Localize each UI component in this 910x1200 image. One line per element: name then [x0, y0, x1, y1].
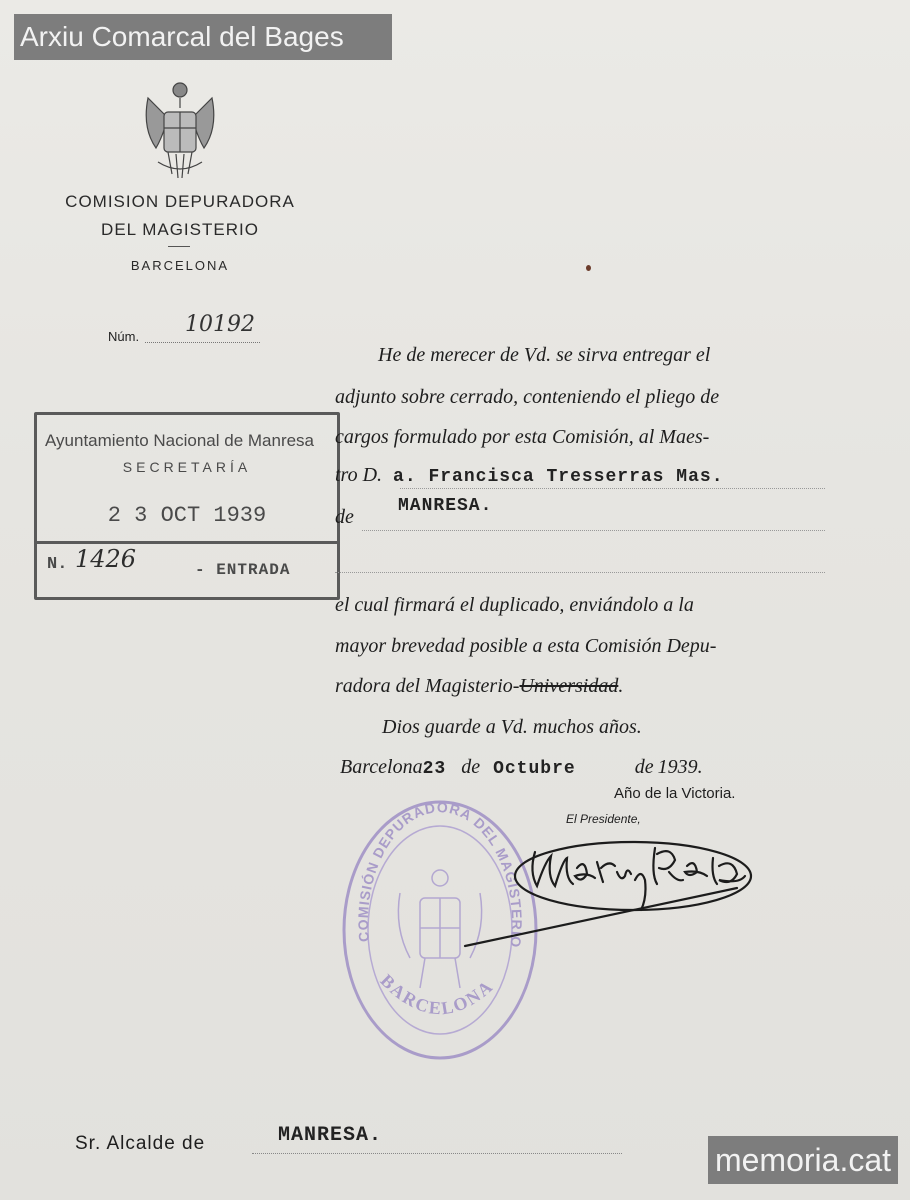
stamp-date: 2 3 OCT 1939 — [107, 503, 267, 528]
signatory-title: El Presidente, — [566, 812, 641, 826]
teacher-town: MANRESA. — [398, 496, 493, 516]
president-signature — [455, 828, 755, 948]
eagle-emblem-icon — [138, 78, 222, 182]
stamp-divider — [37, 541, 337, 544]
recipient-dotted-line — [252, 1153, 622, 1154]
body-line-7: mayor brevedad posible a esta Comisión Depu- — [335, 635, 717, 657]
site-watermark: memoria.cat — [708, 1136, 898, 1184]
letterhead-line2: DEL MAGISTERIO — [101, 220, 259, 239]
date-city: Barcelona — [340, 756, 423, 778]
body-line-6: el cual firmará el duplicado, enviándolo a la — [335, 594, 694, 616]
body-line-4 — [335, 464, 830, 487]
magisterio-text: radora del Magisterio- — [335, 675, 520, 697]
body-line-3: cargos formulado por esta Comisión, al Maes- — [335, 426, 710, 448]
line8-suffix: . — [618, 675, 624, 697]
date-line — [340, 756, 835, 779]
registry-stamp — [34, 412, 340, 600]
recipient-value: MANRESA. — [278, 1124, 383, 1147]
reference-dotted-line — [145, 342, 260, 343]
town-dotted-line — [362, 530, 825, 531]
seal-text: COMISIÓN DEPURADORA DEL MAGISTERIO — [354, 799, 526, 950]
seal-city: BARCELONA — [376, 970, 498, 1019]
stamp-number-prefix: N. — [47, 555, 68, 574]
body-line-1: He de merecer de Vd. se sirva entregar el — [378, 344, 711, 366]
stamp-department: SECRETARÍA — [122, 459, 252, 475]
date-de-2: de — [634, 756, 654, 778]
date-de-1: de — [461, 756, 481, 778]
body-line-8 — [335, 675, 830, 698]
town-prefix: de — [335, 506, 354, 528]
stamp-office: Ayuntamiento Nacional de Manresa — [45, 431, 315, 450]
struck-universidad: Universidad — [519, 675, 619, 697]
reference-label: Núm. — [108, 329, 140, 344]
closing-line: Dios guarde a Vd. muchos años. — [382, 716, 642, 738]
name-dotted-line — [400, 488, 825, 489]
blank-dotted-line — [335, 572, 825, 573]
date-year: 1939. — [657, 756, 703, 778]
ink-speck — [586, 265, 591, 271]
date-month: Octubre — [493, 759, 576, 779]
victoria-line: Año de la Victoria. — [614, 785, 736, 802]
letterhead-divider — [168, 246, 190, 247]
letterhead-city: BARCELONA — [130, 258, 230, 273]
teacher-name: a. Francisca Tresserras Mas. — [393, 467, 724, 487]
recipient-label: Sr. Alcalde de — [75, 1133, 206, 1154]
date-day: 23 — [422, 759, 447, 779]
stamp-entry: - ENTRADA — [195, 561, 291, 579]
stamp-number: 1426 — [75, 545, 137, 573]
addressee-prefix: tro D. — [335, 464, 383, 486]
letterhead-line1: COMISION DEPURADORA — [65, 192, 295, 211]
body-line-2: adjunto sobre cerrado, conteniendo el pliego de — [335, 386, 720, 408]
archive-watermark: Arxiu Comarcal del Bages — [14, 14, 392, 60]
reference-number: 10192 — [185, 312, 255, 337]
